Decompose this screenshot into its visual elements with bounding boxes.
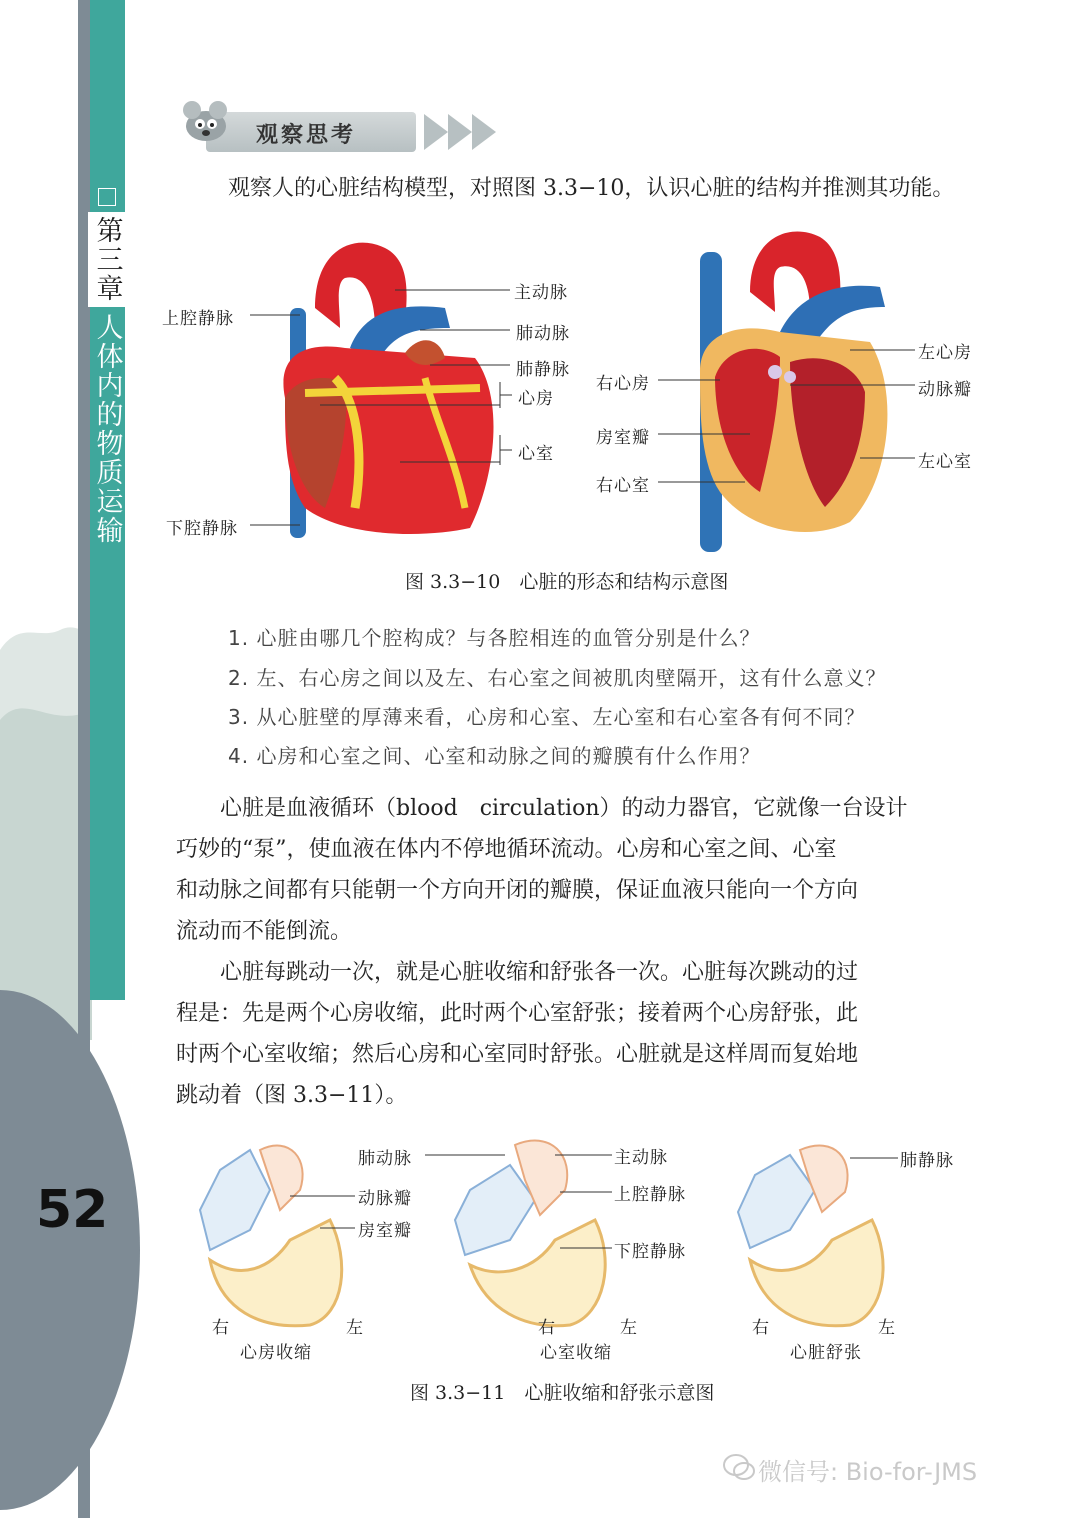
- label-pulmonary-vein: 肺静脉: [516, 360, 570, 380]
- panel-caption: 心室收缩: [540, 1343, 612, 1363]
- figure2-caption: 图 3.3−11 心脏收缩和舒张示意图: [410, 1382, 715, 1404]
- question-item: 1. 心脏由哪几个腔构成？与各腔相连的血管分别是什么？: [228, 626, 761, 650]
- label-right-atrium: 右心房: [596, 374, 650, 394]
- label-fig2-inferior-vena-cava: 下腔静脉: [614, 1242, 686, 1262]
- chapter-number: 第三章: [88, 212, 127, 307]
- paragraph-line: 时两个心室收缩；然后心房和心室同时舒张。心脏就是这样周而复始地: [176, 1042, 859, 1067]
- label-fig2-arterial-valve: 动脉瓣: [358, 1189, 412, 1209]
- paragraph-line: 流动而不能倒流。: [176, 919, 353, 944]
- wechat-icon: [722, 1452, 756, 1482]
- side-label-right: 右: [752, 1318, 770, 1338]
- label-left-ventricle: 左心室: [918, 452, 972, 472]
- label-pulmonary-artery: 肺动脉: [516, 324, 570, 344]
- side-label-left: 左: [620, 1318, 638, 1338]
- page-number: 52: [36, 1180, 109, 1240]
- panel-caption: 心脏舒张: [790, 1343, 862, 1363]
- label-aorta: 主动脉: [514, 283, 568, 303]
- paragraph-line: 和动脉之间都有只能朝一个方向开闭的瓣膜，保证血液只能向一个方向: [176, 878, 859, 903]
- paragraph-line: 跳动着（图 3.3−11）。: [176, 1083, 408, 1108]
- label-arterial-valve: 动脉瓣: [918, 380, 972, 400]
- label-fig2-superior-vena-cava: 上腔静脉: [614, 1185, 686, 1205]
- intro-text: 观察人的心脏结构模型，对照图 3.3−10，认识心脏的结构并推测其功能。: [228, 176, 955, 201]
- side-label-left: 左: [878, 1318, 896, 1338]
- label-av-valve: 房室瓣: [596, 428, 650, 448]
- figure1-caption: 图 3.3−10 心脏的形态和结构示意图: [405, 571, 729, 593]
- label-right-ventricle: 右心室: [596, 476, 650, 496]
- side-label-right: 右: [538, 1318, 556, 1338]
- label-fig2-av-valve: 房室瓣: [358, 1221, 412, 1241]
- side-label-right: 右: [212, 1318, 230, 1338]
- body-paragraph-2: [176, 952, 976, 1116]
- chapter-title: 人体内的物质运输: [91, 313, 123, 545]
- paragraph-line: 巧妙的“泵”，使血液在体内不停地循环流动。心房和心室之间、心室: [176, 837, 837, 862]
- label-fig2-pulmonary-vein: 肺静脉: [900, 1151, 954, 1171]
- question-item: 4. 心房和心室之间、心室和动脉之间的瓣膜有什么作用？: [228, 744, 761, 768]
- question-item: 2. 左、右心房之间以及左、右心室之间被肌肉壁隔开，这有什么意义？: [228, 666, 887, 690]
- banner-title: 观察思考: [256, 122, 357, 148]
- body-paragraph-1: [176, 788, 976, 952]
- paragraph-line: 心脏是血液循环（blood circulation）的动力器官，它就像一台设计: [176, 796, 908, 821]
- watermark-text: 微信号: Bio-for-JMS: [758, 1458, 978, 1486]
- question-item: 3. 从心脏壁的厚薄来看，心房和心室、左心室和右心室各有何不同？: [228, 705, 866, 729]
- label-atrium: 心房: [518, 389, 554, 409]
- panel-caption: 心房收缩: [240, 1343, 312, 1363]
- paragraph-line: 心脏每跳动一次，就是心脏收缩和舒张各一次。心脏每次跳动的过: [176, 960, 859, 985]
- label-fig2-pulmonary-artery: 肺动脉: [358, 1149, 412, 1169]
- paragraph-line: 程是：先是两个心房收缩，此时两个心室舒张；接着两个心房舒张，此: [176, 1001, 859, 1026]
- label-ventricle: 心室: [518, 444, 554, 464]
- label-left-atrium: 左心房: [918, 343, 972, 363]
- label-fig2-aorta: 主动脉: [614, 1148, 668, 1168]
- label-superior-vena-cava: 上腔静脉: [162, 309, 234, 329]
- label-inferior-vena-cava: 下腔静脉: [166, 519, 238, 539]
- side-label-left: 左: [346, 1318, 364, 1338]
